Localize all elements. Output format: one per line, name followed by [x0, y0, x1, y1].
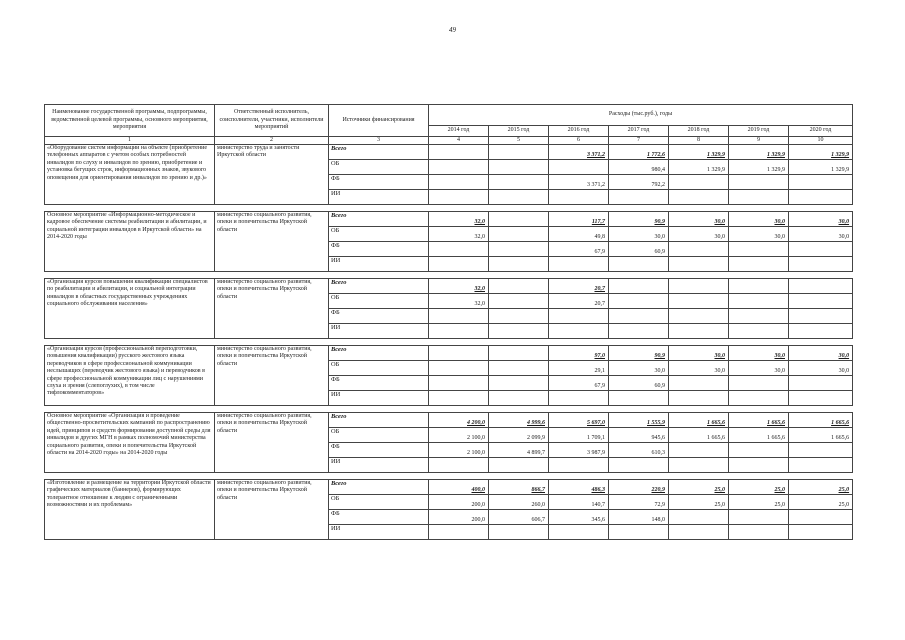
funding-source-cell: ОБ [329, 361, 429, 376]
value-cell [669, 324, 729, 339]
value-cell [609, 525, 669, 540]
column-index: 6 [549, 137, 609, 145]
program-name-cell: «Оборудование систем информации на объекте (приобретение телефонных аппаратов с учетом особых потребностей инвалидов по слуху и инвалидов по зрению, приобретение и установка бегущих строк, информационных знаков, звукового оповещения для ориентирования инвалидов по зрению и др.)» [45, 145, 215, 205]
header-expenses: Расходы (тыс.руб.), годы [429, 105, 853, 126]
value-cell [549, 324, 609, 339]
value-cell: 1 772,6 [609, 145, 669, 160]
value-cell [609, 190, 669, 205]
value-cell [669, 294, 729, 309]
value-cell: 1 329,9 [789, 145, 853, 160]
value-cell [729, 309, 789, 324]
program-name-cell: «Организация курсов повышения квалификации специалистов по реабилитации и абилитации, и социальной интеграции инвалидов в областных государственных учреждениях социального обслуживания населения» [45, 279, 215, 339]
value-cell: 1 665,6 [669, 428, 729, 443]
value-cell: 25,0 [669, 495, 729, 510]
spacer-cell [45, 339, 853, 346]
value-cell [489, 257, 549, 272]
value-cell: 1 329,9 [669, 145, 729, 160]
value-cell: 606,7 [489, 510, 549, 525]
value-cell [489, 391, 549, 406]
value-cell [489, 458, 549, 473]
value-cell [429, 525, 489, 540]
funding-source-cell: ИИ [329, 324, 429, 339]
value-cell [669, 190, 729, 205]
value-cell [729, 324, 789, 339]
value-cell: 3 987,9 [549, 443, 609, 458]
expenses-table [44, 104, 853, 540]
value-cell: 32,0 [429, 212, 489, 227]
section-spacer [45, 339, 853, 346]
responsible-cell: министерство социального развития, опеки и попечительства Иркутской области [215, 212, 329, 272]
value-cell [489, 145, 549, 160]
value-cell [789, 510, 853, 525]
funding-source-cell: ФБ [329, 309, 429, 324]
section-spacer [45, 272, 853, 279]
value-cell: 1 555,9 [609, 413, 669, 428]
value-cell [429, 257, 489, 272]
funding-source-cell: ОБ [329, 495, 429, 510]
value-cell [429, 458, 489, 473]
value-cell: 2 099,9 [489, 428, 549, 443]
value-cell: 4 200,0 [429, 413, 489, 428]
value-cell: 25,0 [789, 495, 853, 510]
funding-source-cell: ИИ [329, 525, 429, 540]
value-cell [429, 361, 489, 376]
header-year: 2014 год [429, 126, 489, 137]
value-cell: 90,9 [609, 212, 669, 227]
header-year: 2019 год [729, 126, 789, 137]
value-cell: 2 100,0 [429, 443, 489, 458]
value-cell: 980,4 [609, 160, 669, 175]
program-name-cell: «Организация курсов (профессиональной переподготовки, повышения квалификации) русского жестового языка переводчиков в сфере профессиональной коммуникации неслышащих (переводчик жестового языка) и переводчиков в сфере профессиональной коммуникации лиц с нарушениями слуха и зрения (слепоглухих), в том числе тифлокомментаторов» [45, 346, 215, 406]
value-cell [789, 391, 853, 406]
value-cell [429, 391, 489, 406]
spacer-cell [45, 406, 853, 413]
value-cell [489, 227, 549, 242]
value-cell: 3 371,2 [549, 145, 609, 160]
header-sources: Источники финансирования [329, 105, 429, 137]
value-cell: 1 329,9 [729, 145, 789, 160]
value-cell: 30,0 [669, 227, 729, 242]
value-cell [789, 294, 853, 309]
column-index: 5 [489, 137, 549, 145]
value-cell: 2 100,0 [429, 428, 489, 443]
value-cell [669, 279, 729, 294]
value-cell [429, 190, 489, 205]
value-cell [489, 242, 549, 257]
funding-source-cell: Всего [329, 145, 429, 160]
value-cell [669, 257, 729, 272]
value-cell: 29,1 [549, 361, 609, 376]
value-cell [489, 175, 549, 190]
header-responsible: Ответственный исполнитель, соисполнители, участники, исполнители мероприятий [215, 105, 329, 137]
funding-source-cell: ФБ [329, 443, 429, 458]
column-index: 8 [669, 137, 729, 145]
value-cell [789, 279, 853, 294]
value-cell: 610,3 [609, 443, 669, 458]
table-row [45, 279, 853, 294]
value-cell: 97,0 [549, 346, 609, 361]
value-cell: 792,2 [609, 175, 669, 190]
value-cell: 140,7 [549, 495, 609, 510]
value-cell [789, 324, 853, 339]
value-cell [609, 391, 669, 406]
value-cell: 30,0 [609, 361, 669, 376]
value-cell: 5 697,0 [549, 413, 609, 428]
value-cell: 1 665,6 [789, 413, 853, 428]
value-cell: 1 665,6 [729, 413, 789, 428]
value-cell [489, 294, 549, 309]
value-cell: 30,0 [729, 346, 789, 361]
funding-source-cell: Всего [329, 346, 429, 361]
value-cell: 1 665,6 [789, 428, 853, 443]
value-cell [729, 510, 789, 525]
value-cell: 3 371,2 [549, 175, 609, 190]
value-cell [489, 279, 549, 294]
value-cell [729, 242, 789, 257]
value-cell: 1 329,9 [669, 160, 729, 175]
value-cell [729, 279, 789, 294]
program-name-cell: Основное мероприятие «Информационно-методическое и кадровое обеспечение системы реабилитации и абилитации, и социальной интеграции инвалидов в Иркутской области» на 2014-2020 годы [45, 212, 215, 272]
header-year: 2016 год [549, 126, 609, 137]
value-cell [669, 309, 729, 324]
value-cell: 1 665,6 [669, 413, 729, 428]
funding-source-cell: Всего [329, 212, 429, 227]
value-cell [549, 458, 609, 473]
value-cell: 30,0 [789, 361, 853, 376]
funding-source-cell: ОБ [329, 428, 429, 443]
value-cell [789, 525, 853, 540]
value-cell [429, 145, 489, 160]
section-spacer [45, 205, 853, 212]
value-cell [729, 190, 789, 205]
program-name-cell: «Изготовление и размещение на территории Иркутской области графических материалов (баннеров), формирующих толерантное отношение к людям с ограниченными возможностями и их проблемам» [45, 480, 215, 540]
value-cell: 30,0 [669, 212, 729, 227]
funding-source-cell: ФБ [329, 510, 429, 525]
value-cell [609, 309, 669, 324]
value-cell: 1 329,9 [789, 160, 853, 175]
value-cell [429, 242, 489, 257]
value-cell: 220,9 [609, 480, 669, 495]
value-cell: 200,0 [429, 495, 489, 510]
value-cell [429, 160, 489, 175]
value-cell: 1 665,6 [729, 428, 789, 443]
responsible-cell: министерство социального развития, опеки и попечительства Иркутской области [215, 480, 329, 540]
value-cell [669, 376, 729, 391]
value-cell: 20,7 [549, 279, 609, 294]
funding-source-cell: ИИ [329, 458, 429, 473]
funding-source-cell: ФБ [329, 376, 429, 391]
value-cell [669, 510, 729, 525]
value-cell: 30,0 [669, 361, 729, 376]
funding-source-cell: ИИ [329, 391, 429, 406]
value-cell [609, 324, 669, 339]
header-year: 2017 год [609, 126, 669, 137]
value-cell: 30,0 [729, 212, 789, 227]
value-cell [789, 443, 853, 458]
value-cell [729, 391, 789, 406]
funding-source-cell: ОБ [329, 160, 429, 175]
spacer-cell [45, 473, 853, 480]
spacer-cell [45, 272, 853, 279]
value-cell [609, 294, 669, 309]
value-cell [789, 190, 853, 205]
value-cell [489, 361, 549, 376]
value-cell [489, 309, 549, 324]
value-cell [729, 257, 789, 272]
value-cell: 148,0 [609, 510, 669, 525]
funding-source-cell: ИИ [329, 190, 429, 205]
value-cell: 25,0 [729, 480, 789, 495]
value-cell: 345,6 [549, 510, 609, 525]
value-cell [429, 376, 489, 391]
value-cell [489, 324, 549, 339]
value-cell [489, 212, 549, 227]
value-cell: 90,9 [609, 346, 669, 361]
responsible-cell: министерство социального развития, опеки и попечительства Иркутской области [215, 346, 329, 406]
funding-source-cell: ОБ [329, 294, 429, 309]
value-cell [669, 242, 729, 257]
value-cell: 60,9 [609, 242, 669, 257]
value-cell [669, 175, 729, 190]
section-spacer [45, 406, 853, 413]
value-cell [549, 160, 609, 175]
value-cell: 25,0 [729, 495, 789, 510]
column-index: 7 [609, 137, 669, 145]
value-cell [489, 525, 549, 540]
value-cell [489, 190, 549, 205]
column-index: 1 [45, 137, 215, 145]
value-cell: 30,0 [729, 227, 789, 242]
responsible-cell: министерство социального развития, опеки и попечительства Иркутской области [215, 279, 329, 339]
header-year: 2015 год [489, 126, 549, 137]
value-cell: 60,9 [609, 376, 669, 391]
funding-source-cell: ИИ [329, 257, 429, 272]
value-cell: 49,8 [549, 227, 609, 242]
value-cell: 400,0 [429, 480, 489, 495]
value-cell: 30,0 [789, 212, 853, 227]
responsible-cell: министерство социального развития, опеки и попечительства Иркутской области [215, 413, 329, 473]
value-cell [429, 324, 489, 339]
value-cell [489, 376, 549, 391]
value-cell [789, 242, 853, 257]
value-cell: 72,9 [609, 495, 669, 510]
value-cell: 25,0 [669, 480, 729, 495]
value-cell [789, 309, 853, 324]
funding-source-cell: ОБ [329, 227, 429, 242]
value-cell [489, 160, 549, 175]
spacer-cell [45, 205, 853, 212]
value-cell [789, 257, 853, 272]
value-cell: 30,0 [609, 227, 669, 242]
value-cell [609, 279, 669, 294]
value-cell [549, 190, 609, 205]
funding-source-cell: Всего [329, 279, 429, 294]
header-year: 2018 год [669, 126, 729, 137]
column-index: 10 [789, 137, 853, 145]
funding-source-cell: Всего [329, 480, 429, 495]
value-cell [669, 525, 729, 540]
value-cell [729, 175, 789, 190]
value-cell [549, 309, 609, 324]
table-row [45, 480, 853, 495]
value-cell [549, 525, 609, 540]
value-cell: 30,0 [789, 227, 853, 242]
column-index: 3 [329, 137, 429, 145]
section-spacer [45, 473, 853, 480]
program-name-cell: Основное мероприятие «Организация и проведение общественно-просветительских кампаний по распространению идей, принципов и средств формирования доступной среды для инвалидов и других МГН в рамках полномочий министерства социального развития, опеки и попечительства Иркутской области на 2014-2020 годы» на 2014-2020 годы [45, 413, 215, 473]
value-cell: 30,0 [669, 346, 729, 361]
column-index: 2 [215, 137, 329, 145]
funding-source-cell: ФБ [329, 175, 429, 190]
value-cell [429, 309, 489, 324]
value-cell: 30,0 [729, 361, 789, 376]
value-cell [729, 443, 789, 458]
value-cell [609, 458, 669, 473]
value-cell: 945,6 [609, 428, 669, 443]
page-number: 49 [449, 26, 456, 34]
table-row [45, 346, 853, 361]
value-cell: 67,9 [549, 376, 609, 391]
value-cell [489, 346, 549, 361]
responsible-cell: министерство труда и занятости Иркутской области [215, 145, 329, 205]
value-cell [669, 443, 729, 458]
value-cell [549, 257, 609, 272]
value-cell: 32,0 [429, 294, 489, 309]
funding-source-cell: ФБ [329, 242, 429, 257]
value-cell: 25,0 [789, 480, 853, 495]
table-row [45, 145, 853, 160]
value-cell: 1 709,1 [549, 428, 609, 443]
value-cell: 30,0 [789, 346, 853, 361]
value-cell [669, 458, 729, 473]
value-cell: 4 899,7 [489, 443, 549, 458]
header-year: 2020 год [789, 126, 853, 137]
value-cell [729, 376, 789, 391]
value-cell: 4 999,6 [489, 413, 549, 428]
column-index: 4 [429, 137, 489, 145]
value-cell: 200,0 [429, 510, 489, 525]
value-cell [609, 257, 669, 272]
value-cell [729, 294, 789, 309]
header-program: Наименование государственной программы, подпрограммы, ведомственной целевой программы, основного мероприятия, мероприятия [45, 105, 215, 137]
value-cell [429, 175, 489, 190]
value-cell [789, 458, 853, 473]
value-cell: 117,7 [549, 212, 609, 227]
value-cell [729, 458, 789, 473]
value-cell [549, 391, 609, 406]
value-cell: 32,0 [429, 227, 489, 242]
value-cell [789, 376, 853, 391]
value-cell [429, 346, 489, 361]
value-cell: 20,7 [549, 294, 609, 309]
value-cell: 486,3 [549, 480, 609, 495]
value-cell [729, 525, 789, 540]
value-cell: 32,0 [429, 279, 489, 294]
funding-source-cell: Всего [329, 413, 429, 428]
value-cell [789, 175, 853, 190]
value-cell: 1 329,9 [729, 160, 789, 175]
table-row [45, 212, 853, 227]
value-cell [669, 391, 729, 406]
value-cell: 67,9 [549, 242, 609, 257]
value-cell: 260,0 [489, 495, 549, 510]
table-row [45, 413, 853, 428]
value-cell: 866,7 [489, 480, 549, 495]
column-index: 9 [729, 137, 789, 145]
